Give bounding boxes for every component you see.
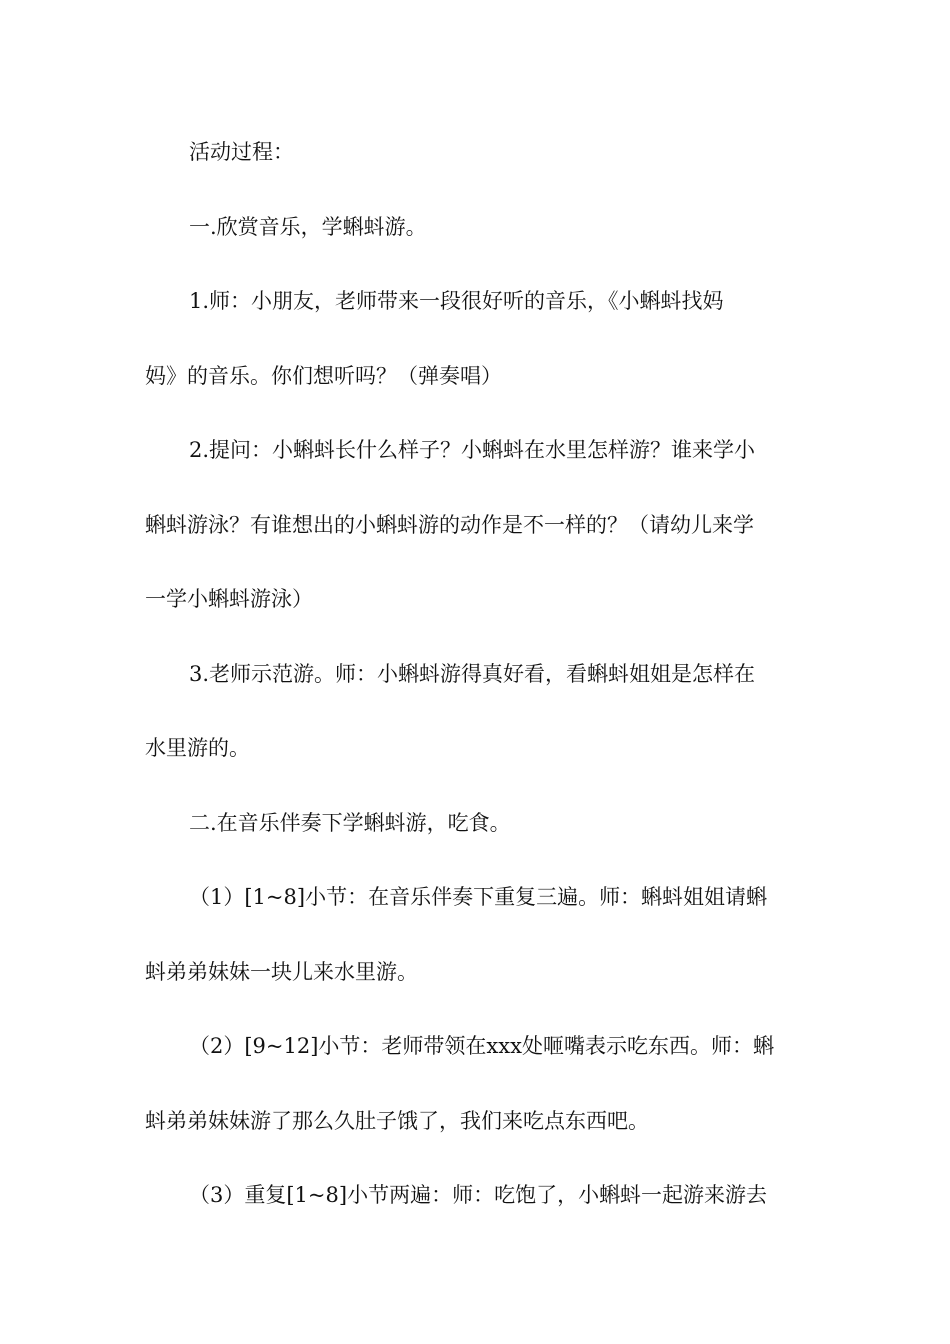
text-line: 蚪弟弟妹妹一块儿来水里游。: [145, 959, 418, 984]
document-body: [145, 127, 805, 1245]
text-line: （3）重复[1~8]小节两遍：师：吃饱了，小蝌蚪一起游来游去: [189, 1183, 768, 1207]
text-line: 1.师：小朋友，老师带来一段很好听的音乐，《小蝌蚪找妈: [189, 289, 724, 313]
text-line-section-two-heading: 二.在音乐伴奏下学蝌蚪游，吃食。: [189, 810, 511, 835]
text-line: （1）[1~8]小节：在音乐伴奏下重复三遍。师：蝌蚪姐姐请蝌: [189, 885, 768, 909]
text-line: 蝌蚪游泳？有谁想出的小蝌蚪游的动作是不一样的？（请幼儿来学: [145, 512, 754, 537]
text-line: （2）[9~12]小节：老师带领在xxx处咂嘴表示吃东西。师：蝌: [189, 1034, 774, 1058]
text-line: 2.提问：小蝌蚪长什么样子？小蝌蚪在水里怎样游？谁来学小: [189, 438, 756, 462]
text-line: 一学小蝌蚪游泳）: [145, 587, 313, 611]
text-line: 3.老师示范游。师：小蝌蚪游得真好看，看蝌蚪姐姐是怎样在: [189, 661, 756, 686]
text-line-section-one-heading: 一.欣赏音乐，学蝌蚪游。: [189, 214, 427, 239]
text-line: 蚪弟弟妹妹游了那么久肚子饿了，我们来吃点东西吧。: [145, 1108, 649, 1133]
text-line-activity-process: 活动过程：: [189, 140, 294, 164]
text-line: 水里游的。: [145, 736, 250, 760]
text-line: 妈》的音乐。你们想听吗？（弹奏唱）: [145, 363, 502, 388]
